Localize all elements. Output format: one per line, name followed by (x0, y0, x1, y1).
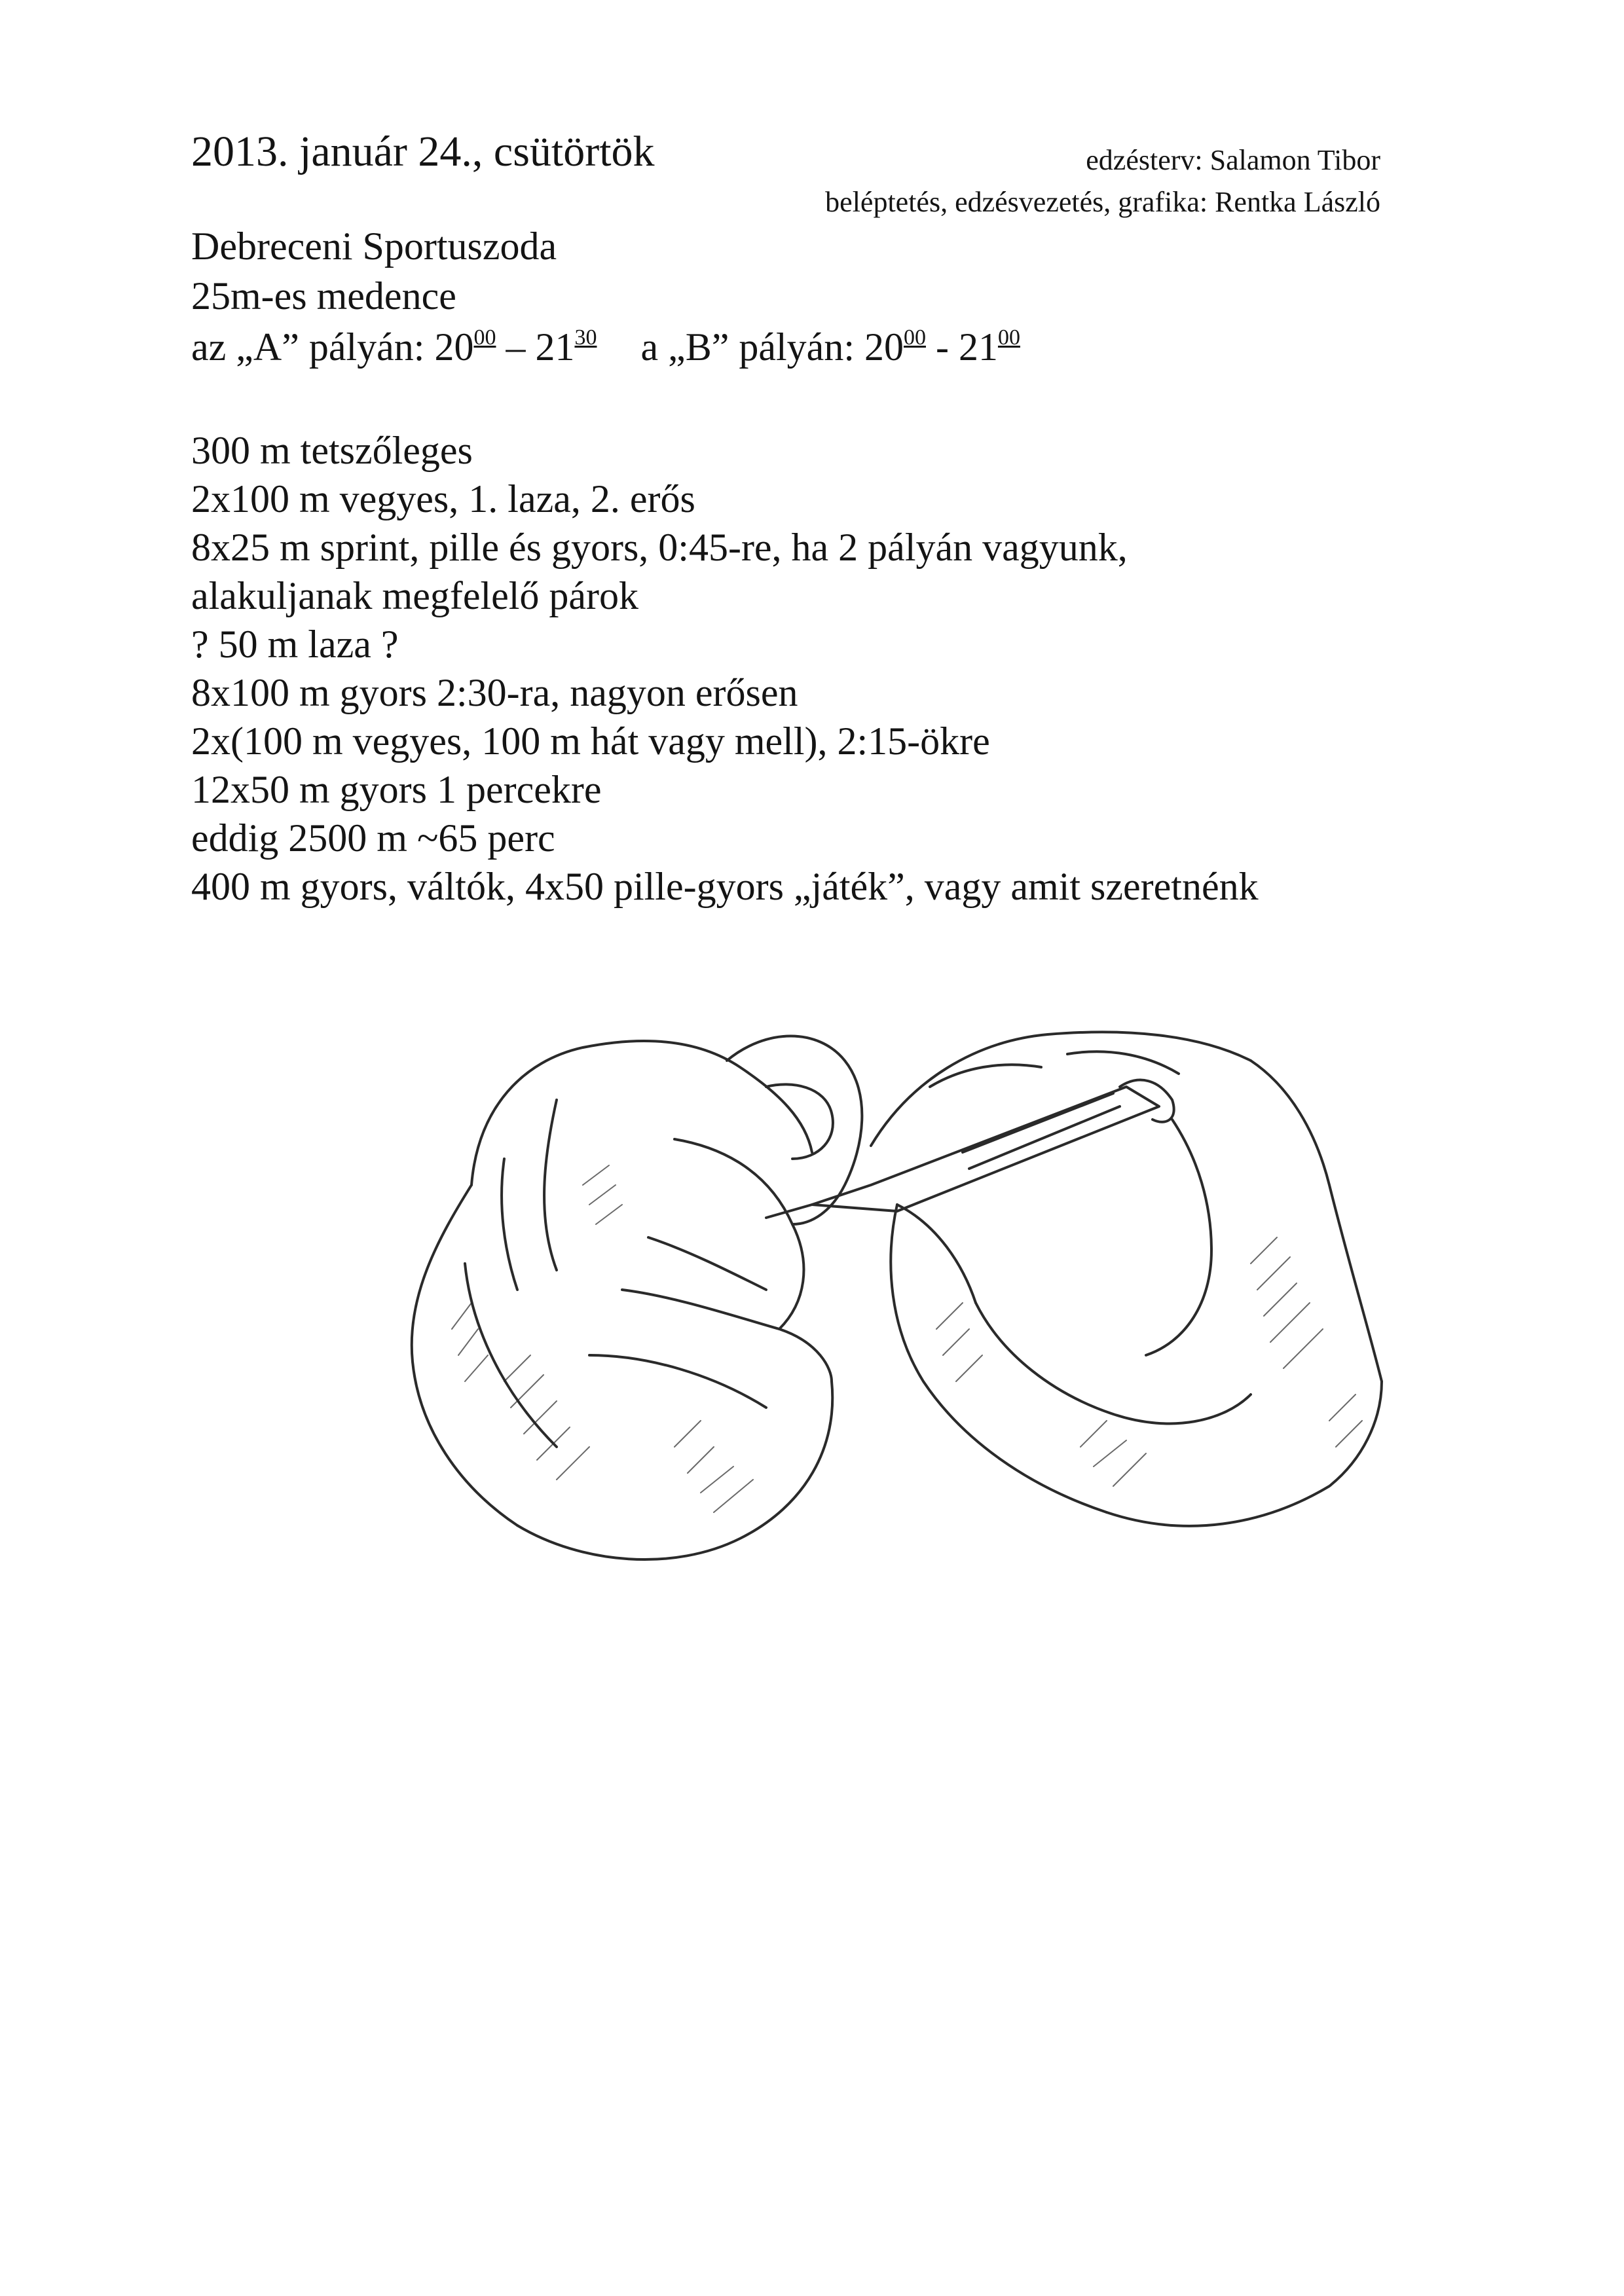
lane-b-end-hour: 21 (958, 325, 998, 369)
workout-line: alakuljanak megfelelő párok (191, 574, 639, 617)
lane-b-schedule (640, 323, 1020, 371)
lane-b-start-minute: 00 (903, 325, 926, 350)
lane-a-start-hour: 20 (434, 325, 474, 369)
workout-line: 2x100 m vegyes, 1. laza, 2. erős (191, 477, 695, 520)
training-plan-credit: edzésterv: Salamon Tibor (1086, 144, 1380, 176)
hands-with-pen-illustration (308, 989, 1506, 1617)
lane-b-start-hour: 20 (864, 325, 904, 369)
lane-b-label: a „B” pályán: (640, 325, 855, 369)
workout-line: 12x50 m gyors 1 percekre (191, 768, 602, 811)
workout-line: 2x(100 m vegyes, 100 m hát vagy mell), 2:15-ökre (191, 720, 990, 763)
lane-b-end-minute: 00 (997, 325, 1020, 350)
workout-line: 8x100 m gyors 2:30-ra, nagyon erősen (191, 671, 798, 714)
left-fist-drawing (412, 1036, 862, 1560)
workout-line: eddig 2500 m ~65 perc (191, 816, 555, 860)
staff-credit: beléptetés, edzésvezetés, grafika: Rentka László (825, 186, 1380, 218)
right-hand-shading (936, 1237, 1362, 1486)
workout-line: 8x25 m sprint, pille és gyors, 0:45-re, ha 2 pályán vagyunk, (191, 526, 1128, 569)
lane-a-end-minute: 30 (574, 325, 597, 350)
lane-schedule (191, 323, 1020, 371)
workout-line: ? 50 m laza ? (191, 623, 399, 666)
workout-line: 400 m gyors, váltók, 4x50 pille-gyors „játék”, vagy amit szeretnénk (191, 865, 1259, 908)
left-fist-shading (452, 1165, 753, 1512)
lane-a-dash: – (506, 325, 526, 369)
workout-line: 300 m tetszőleges (191, 429, 473, 472)
venue-name: Debreceni Sportuszoda (191, 225, 557, 268)
right-hand-drawing (871, 1032, 1382, 1525)
lane-b-dash: - (935, 325, 949, 369)
lane-a-schedule (191, 323, 597, 371)
lane-a-start-minute: 00 (473, 325, 496, 350)
lane-a-label: az „A” pályán: (191, 325, 425, 369)
pool-size: 25m-es medence (191, 274, 456, 318)
lane-a-end-hour: 21 (535, 325, 575, 369)
document-date: 2013. január 24., csütörtök (191, 128, 655, 175)
